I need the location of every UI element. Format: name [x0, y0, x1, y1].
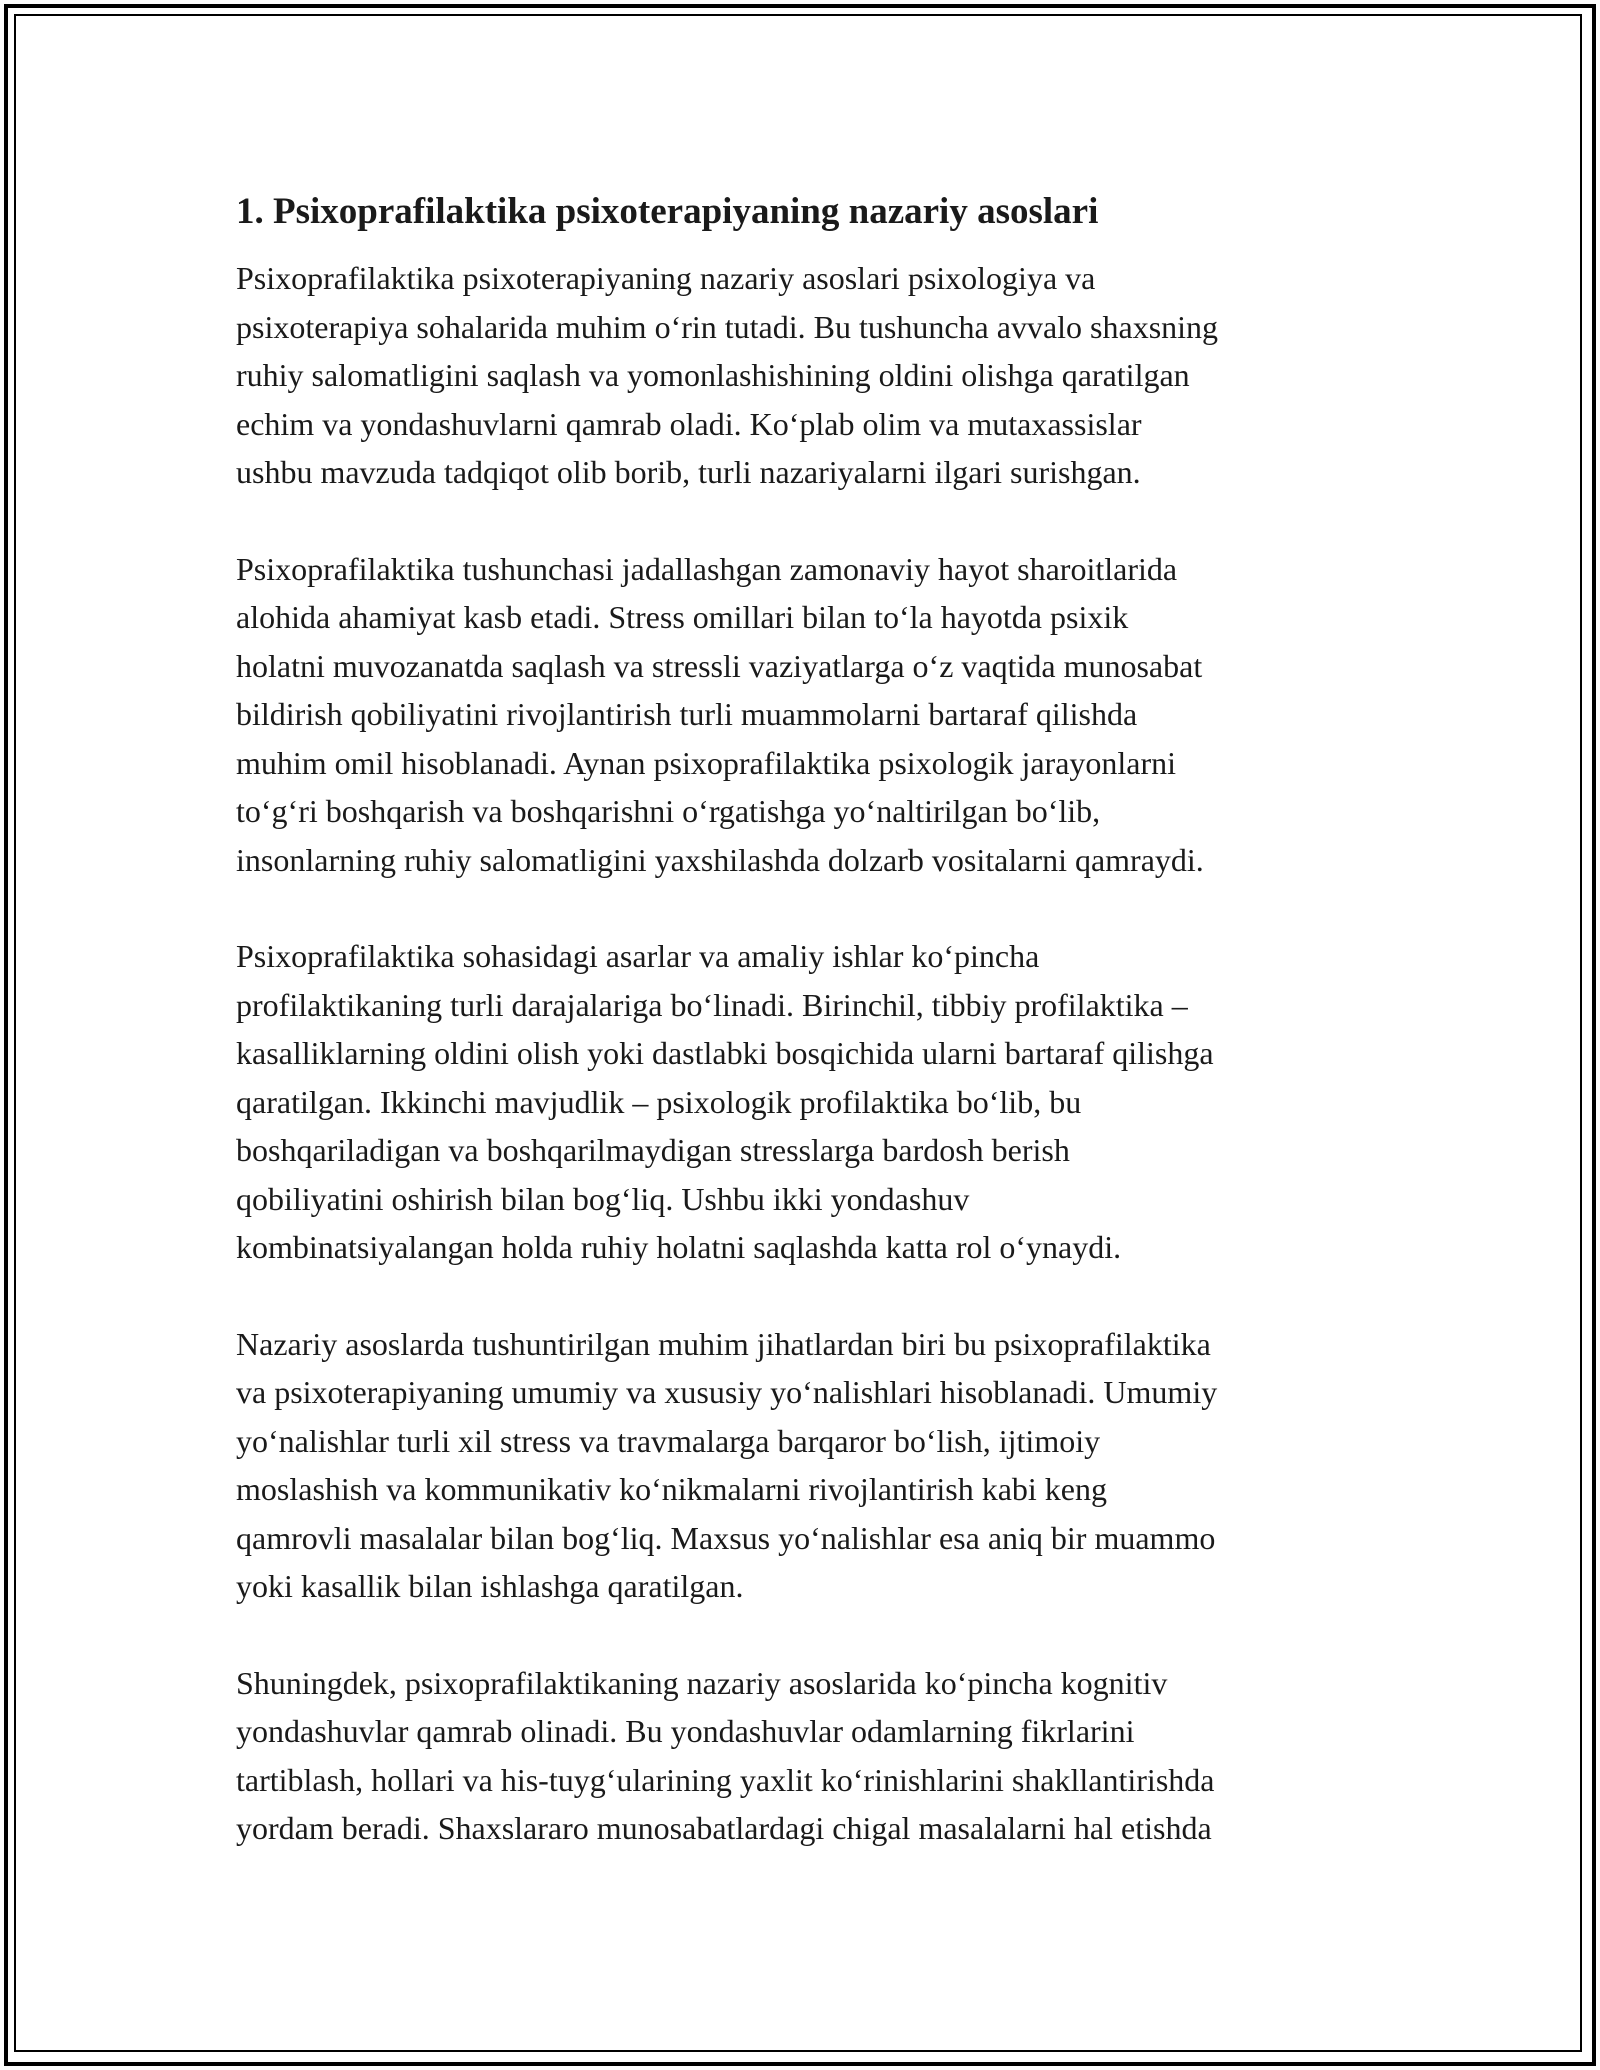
- paragraph-line: tartiblash, hollari va his-tuyg‘ularining yaxlit ko‘rinishlarini shakllantirishda: [236, 1761, 1215, 1798]
- paragraph-line: holatni muvozanatda saqlash va stressli vaziyatlarga o‘z vaqtida munosabat: [236, 647, 1203, 684]
- paragraph-line: Psixoprafilaktika psixoterapiyaning nazariy asoslari psixologiya va: [236, 260, 1096, 296]
- paragraph-line: bildirish qobiliyatini rivojlantirish turli muammolarni bartaraf qilishda: [236, 696, 1138, 732]
- paragraph-line: Psixoprafilaktika sohasidagi asarlar va amaliy ishlar ko‘pincha: [236, 938, 1040, 974]
- paragraph-line: yordam beradi. Shaxslararo munosabatlardagi chigal masalalarni hal etishda: [236, 1810, 1212, 1846]
- paragraph-line: Shuningdek, psixoprafilaktikaning nazariy asoslarida ko‘pincha kognitiv: [236, 1664, 1168, 1701]
- paragraph-line: Nazariy asoslarda tushuntirilgan muhim jihatlardan biri bu psixoprafilaktika: [236, 1325, 1211, 1362]
- paragraph-line: kombinatsiyalangan holda ruhiy holatni saqlashda katta rol o‘ynaydi.: [236, 1229, 1122, 1265]
- paragraph-line: yondashuvlar qamrab olinadi. Bu yondashuvlar odamlarning fikrlarini: [236, 1713, 1135, 1749]
- paragraph: [236, 545, 1376, 885]
- paragraph-line: qobiliyatini oshirish bilan bog‘liq. Ushbu ikki yondashuv: [236, 1180, 970, 1217]
- document-body: [236, 186, 1376, 1901]
- paragraph-line: qamrovli masalalar bilan bog‘liq. Maxsus yo‘nalishlar esa aniq bir muammo: [236, 1519, 1216, 1556]
- paragraph: [236, 1659, 1376, 1853]
- paragraph-line: alohida ahamiyat kasb etadi. Stress omillari bilan to‘la hayotda psixik: [236, 599, 1129, 635]
- paragraph-line: yoki kasallik bilan ishlashga qaratilgan.: [236, 1568, 744, 1604]
- paragraph-line: muhim omil hisoblanadi. Aynan psixoprafilaktika psixologik jarayonlarni: [236, 744, 1177, 781]
- paragraph-line: moslashish va kommunikativ ko‘nikmalarni rivojlantirish kabi keng: [236, 1471, 1107, 1507]
- paragraph: [236, 932, 1376, 1272]
- paragraph-line: kasalliklarning oldini olish yoki dastlabki bosqichida ularni bartaraf qilishga: [236, 1035, 1214, 1071]
- paragraph-line: psixoterapiya sohalarida muhim o‘rin tutadi. Bu tushuncha avvalo shaxsning: [236, 308, 1219, 345]
- paragraph: [236, 1320, 1376, 1611]
- paragraph: [236, 254, 1376, 497]
- paragraph-line: echim va yondashuvlarni qamrab oladi. Ko‘plab olim va mutaxassislar: [236, 405, 1142, 442]
- paragraph-line: yo‘nalishlar turli xil stress va travmalarga barqaror bo‘lish, ijtimoiy: [236, 1422, 1101, 1459]
- paragraph-line: ushbu mavzuda tadqiqot olib borib, turli nazariyalarni ilgari surishgan.: [236, 454, 1141, 490]
- paragraph-line: profilaktikaning turli darajalariga bo‘linadi. Birinchil, tibbiy profilaktika –: [236, 986, 1188, 1023]
- paragraph-line: Psixoprafilaktika tushunchasi jadallashgan zamonaviy hayot sharoitlarida: [236, 550, 1178, 587]
- paragraph-container: [236, 254, 1376, 1853]
- paragraph-line: to‘g‘ri boshqarish va boshqarishni o‘rgatishga yo‘naltirilgan bo‘lib,: [236, 793, 1101, 829]
- paragraph-line: ruhiy salomatligini saqlash va yomonlashishining oldini olishga qaratilgan: [236, 357, 1190, 393]
- paragraph-line: insonlarning ruhiy salomatligini yaxshilashda dolzarb vositalarni qamraydi.: [236, 841, 1204, 878]
- paragraph-line: qaratilgan. Ikkinchi mavjudlik – psixologik profilaktika bo‘lib, bu: [236, 1083, 1082, 1120]
- section-heading: 1. Psixoprafilaktika psixoterapiyaning nazariy asoslari: [236, 191, 1099, 232]
- paragraph-line: va psixoterapiyaning umumiy va xususiy yo‘nalishlari hisoblanadi. Umumiy: [236, 1374, 1218, 1410]
- paragraph-line: boshqariladigan va boshqarilmaydigan stresslarga bardosh berish: [236, 1132, 1070, 1168]
